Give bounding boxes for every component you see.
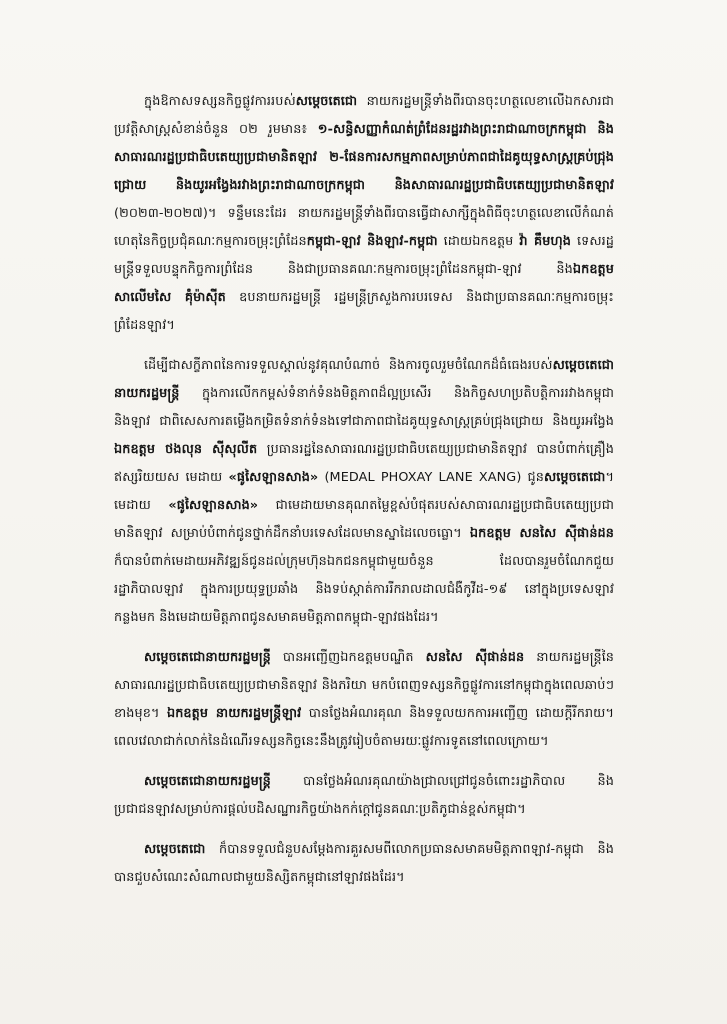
paragraph-1-segment-10: ឯកឧត្តម សាលើមសៃ គ៉ុំម៉ាស៊ីត bbox=[114, 262, 614, 305]
paragraph-5 bbox=[114, 836, 614, 892]
paragraph-1-segment-4: ១-សន្ធិសញ្ញាកំណត់ព្រំដែនរដ្ឋរវាងព្រះរាជាណាចក្រកម្ពុជា និងសាធារណរដ្ឋប្រជាធិបតេយ្យប្រជាមានិតឡាវ ២-ផែនការសកម្មភាពសម្រាប់ភាពជាដៃគូយុទ្ធសាស្ត្រគ្រប់ជ្រុងជ្រោយ និងយូរអង្វែងរវាងព្រះរាជាណាចក្រកម្ពុជា និងសាធារណរដ្ឋប្រជាធិបតេយ្យប្រជាមានិតឡាវ bbox=[114, 122, 614, 193]
paragraph-4-segment-1: សម្តេចតេជោនាយករដ្ឋមន្ត្រី bbox=[144, 774, 271, 789]
paragraph-2 bbox=[114, 352, 614, 632]
paragraph-4-segment-2: បានថ្លែងអំណរគុណយ៉ាងជ្រាលជ្រៅជូនចំពោះរដ្ឋាភិបាល និងប្រជាជនឡាវសម្រាប់ការផ្តល់បដិសណ្ឋារកិច្ចយ៉ាងកក់ក្តៅជូនគណៈប្រតិភូជាន់ខ្ពស់កម្ពុជា។ bbox=[114, 774, 614, 817]
paragraph-2-segment-2: សម្តេចតេជោនាយករដ្ឋមន្ត្រី bbox=[114, 358, 614, 401]
paragraph-3-segment-4: នាយករដ្ឋមន្ត្រីនៃសាធារណរដ្ឋប្រជាធិបតេយ្យប្រជាមានិតឡាវ និងភរិយា មកបំពេញទស្សនកិច្ចផ្លូវការនៅកម្ពុជាក្នុងពេលឆាប់ៗខាងមុខ។ bbox=[114, 650, 615, 721]
paragraph-3-segment-6: បានថ្លែងអំណរគុណ និងទទួលយកការអញ្ជើញ ដោយក្តីរីករាយ។ ពេលវេលាជាក់លាក់នៃដំណើរទស្សនកិច្ចនេះនឹងត្រូវរៀបចំតាមរយៈផ្លូវការទូតនៅពេលក្រោយ។ bbox=[114, 706, 614, 749]
paragraph-3-segment-5: ឯកឧត្តម នាយករដ្ឋមន្ត្រីឡាវ bbox=[166, 706, 302, 721]
paragraph-1 bbox=[114, 88, 614, 340]
paragraph-2-segment-5: ប្រធានរដ្ឋនៃសាធារណរដ្ឋប្រជាធិបតេយ្យប្រជាមានិតឡាវ បានបំពាក់គ្រឿងឥស្សរិយយស មេដាយ bbox=[114, 442, 614, 485]
paragraph-1-segment-1: ក្នុងឱកាសទស្សនកិច្ចផ្លូវការរបស់ bbox=[144, 94, 296, 109]
paragraph-1-segment-5: (២០២៣-២០២៧)។ ទន្ទឹមនេះដែរ នាយករដ្ឋមន្ត្រីទាំងពីរបានធ្វើជាសាក្សីក្នុងពិធីចុះហត្ថលេខាលើកំណត់ហេតុនៃកិច្ចប្រជុំគណៈកម្មការចម្រុះព្រំដែន bbox=[114, 206, 614, 249]
paragraph-1-segment-6: កម្ពុជា-ឡាវ និងឡាវ-កម្ពុជា bbox=[306, 234, 438, 249]
paragraph-2-segment-3: ក្នុងការលើកកម្ពស់ទំនាក់ទំនងមិត្តភាពដ៏ល្អប្រសើរ និងកិច្ចសហប្រតិបត្តិការរវាងកម្ពុជា និងឡាវ ជាពិសេសការតម្លើងកម្រិតទំនាក់ទំនងទៅជាភាពជាដៃគូយុទ្ធសាស្ត្រគ្រប់ជ្រុងជ្រោយ និងយូរអង្វែង bbox=[114, 386, 614, 429]
paragraph-3-segment-2: បានអញ្ជើញឯកឧត្តមបណ្ឌិត bbox=[270, 650, 426, 665]
paragraph-1-segment-11: ឧបនាយករដ្ឋមន្ត្រី រដ្ឋមន្ត្រីក្រសួងការបរទេស និងជាប្រធានគណៈកម្មការចម្រុះព្រំដែនឡាវ។ bbox=[114, 290, 614, 333]
document-body bbox=[114, 88, 614, 904]
paragraph-1-segment-8: វ៉ា គឹមហុង bbox=[519, 234, 572, 249]
paragraph-2-segment-10: «ផូសៃឡានសាង» bbox=[168, 498, 259, 513]
paragraph-2-segment-4: ឯកឧត្តម ថងលុន ស៊ីសុលីត bbox=[114, 442, 258, 457]
paragraph-3 bbox=[114, 644, 614, 756]
paragraph-1-segment-2: សម្តេចតេជោ bbox=[295, 94, 358, 109]
paragraph-1-segment-9: ទេសរដ្ឋមន្ត្រីទទួលបន្ទុកកិច្ចការព្រំដែន និងជាប្រធានគណៈកម្មការចម្រុះព្រំដែនកម្ពុជា-ឡាវ និង bbox=[114, 234, 614, 277]
paragraph-2-segment-11: ជាមេដាយមានគុណតម្លៃខ្ពស់បំផុតរបស់សាធារណរដ្ឋប្រជាធិបតេយ្យប្រជាមានិតឡាវ សម្រាប់បំពាក់ជូនថ្នាក់ដឹកនាំបរទេសដែលមានស្នាដៃលេចធ្លោ។ bbox=[114, 498, 614, 541]
paragraph-2-segment-13: ក៏បានបំពាក់មេដាយអភិវឌ្ឍន៍ជូនដល់ក្រុមហ៊ុនឯកជនកម្ពុជាមួយចំនួន ដែលបានរួមចំណែកជួយរដ្ឋាភិបាលឡាវ ក្នុងការប្រយុទ្ធប្រឆាំង និងទប់ស្កាត់ការរីករាលដាលជំងឺកូវីដ-១៩ នៅក្នុងប្រទេសឡាវកន្លងមក និងមេដាយមិត្តភាពជូនសមាគមមិត្តភាពកម្ពុជា-ឡាវផងដែរ។ bbox=[114, 554, 614, 625]
paragraph-2-segment-9: ។ មេដាយ bbox=[114, 470, 614, 513]
paragraph-5-segment-1: សម្តេចតេជោ bbox=[144, 842, 206, 857]
paragraph-2-segment-6: «ផូសៃឡានសាង» bbox=[228, 470, 319, 485]
paragraph-1-segment-7: ដោយឯកឧត្តម bbox=[437, 234, 520, 249]
paragraph-2-segment-1: ដើម្បីជាសក្ខីភាពនៃការទទួលស្គាល់នូវគុណបំណាច់ និងការចូលរួមចំណែកដ៏ធំធេងរបស់ bbox=[144, 358, 553, 373]
paragraph-5-segment-2: ក៏បានទទួលជំនួបសម្តែងការគួរសមពីលោកប្រធានសមាគមមិត្តភាពឡាវ-កម្ពុជា និងបានជួបសំណេះសំណាលជាមួយនិស្សិតកម្ពុជានៅឡាវផងដែរ។ bbox=[114, 842, 614, 885]
paragraph-2-segment-12: ឯកឧត្តម សនសៃ ស៊ីផាន់ដន bbox=[469, 526, 614, 541]
paragraph-1-segment-3: នាយករដ្ឋមន្ត្រីទាំងពីរបានចុះហត្ថលេខាលើឯកសារជាប្រវត្តិសាស្ត្រសំខាន់ចំនួន ០២ រួមមាន៖ bbox=[114, 94, 614, 137]
paragraph-2-segment-8: សម្តេចតេជោ bbox=[544, 470, 606, 485]
paragraph-4 bbox=[114, 768, 614, 824]
paragraph-3-segment-1: សម្តេចតេជោនាយករដ្ឋមន្ត្រី bbox=[144, 650, 271, 665]
paragraph-2-segment-7: (MEDAL PHOXAY LANE XANG) ជូន bbox=[318, 470, 545, 485]
paragraph-3-segment-3: សនសៃ ស៊ីផាន់ដន bbox=[425, 650, 525, 665]
